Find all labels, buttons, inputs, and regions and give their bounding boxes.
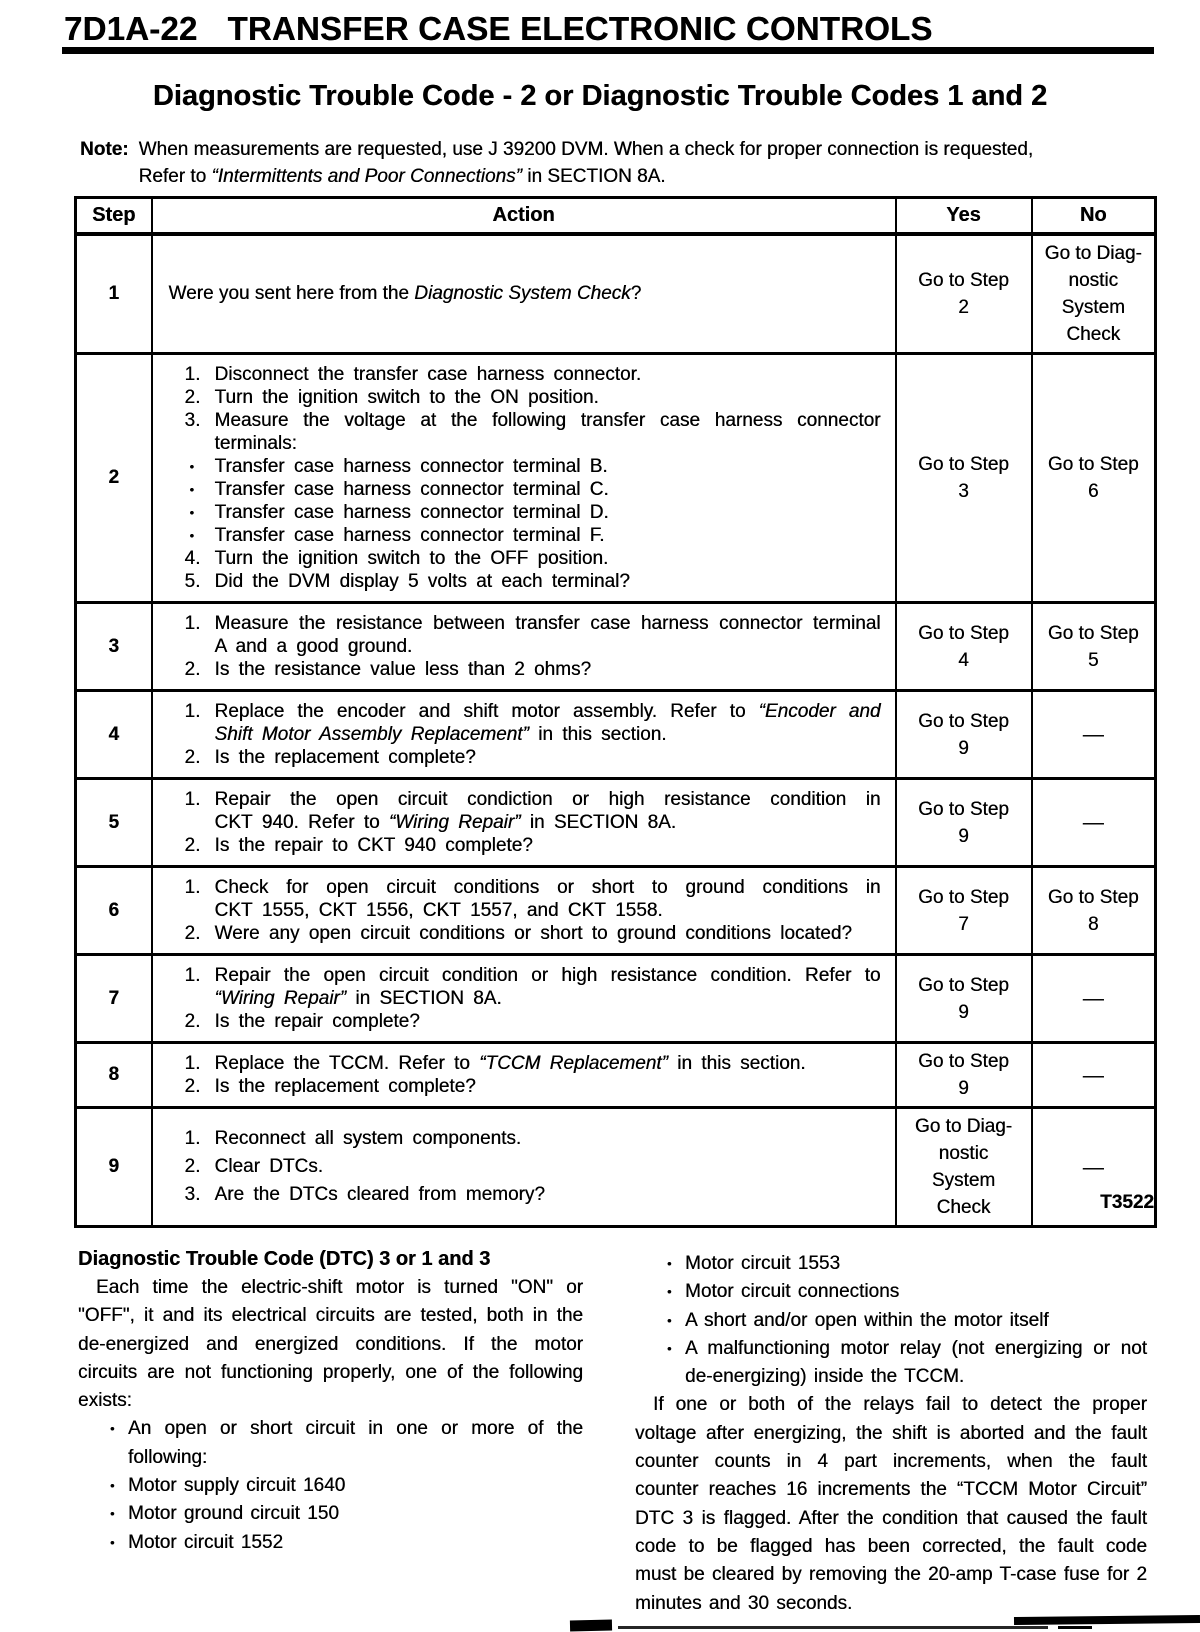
- action-item: [165, 478, 881, 501]
- table-row: [76, 779, 1156, 867]
- yes-cell: Go to Step 4: [896, 603, 1032, 691]
- table-row: [76, 603, 1156, 691]
- action-cell: [152, 691, 896, 779]
- action-cell: [152, 603, 896, 691]
- bullet-text: An open or short circuit in one or more of the following:: [128, 1418, 583, 1468]
- no-cell: Go to Step 8: [1032, 867, 1156, 955]
- bullet-icon: •: [110, 1534, 115, 1550]
- action-text: Transfer case harness connector terminal D.: [214, 502, 609, 523]
- action-cell: [152, 234, 896, 354]
- action-cell: [152, 1043, 896, 1108]
- step-cell: 2: [76, 354, 152, 603]
- italic-reference: “TCCM Replacement”: [479, 1053, 668, 1074]
- bottom-left-column: [78, 1248, 583, 1557]
- action-text: Is the resistance value less than 2 ohms?: [214, 659, 592, 680]
- action-item: [165, 547, 881, 570]
- no-cell: —: [1032, 955, 1156, 1043]
- item-number: 1.: [184, 1128, 201, 1149]
- page-header-title: TRANSFER CASE ELECTRONIC CONTROLS: [227, 10, 933, 47]
- page-number-code: 7D1A-22: [64, 10, 198, 47]
- scan-artifact: [570, 1620, 612, 1632]
- table-row: [76, 691, 1156, 779]
- item-number: 2.: [184, 835, 201, 856]
- action-text: Are the DTCs cleared from memory?: [214, 1184, 545, 1205]
- dtc3-bullet-list: [78, 1415, 583, 1556]
- action-text: Is the repair to CKT 940 complete?: [214, 835, 533, 856]
- action-item: [165, 1075, 881, 1098]
- bullet-icon: •: [189, 528, 195, 543]
- bullet-icon: •: [667, 1312, 672, 1328]
- no-cell: Go to Step 5: [1032, 603, 1156, 691]
- yes-cell: Go to Step 3: [896, 354, 1032, 603]
- item-number: 1.: [184, 613, 201, 634]
- table-row: [76, 955, 1156, 1043]
- bullet-icon: •: [110, 1421, 115, 1437]
- italic-reference: “Intermittents and Poor Connections”: [211, 166, 522, 187]
- item-number: 2.: [184, 923, 201, 944]
- item-number: 2.: [184, 747, 201, 768]
- action-item: [165, 363, 881, 386]
- no-cell: Go to Step 6: [1032, 354, 1156, 603]
- action-item: [165, 1010, 881, 1033]
- bullet-item: [635, 1250, 1147, 1278]
- dtc3-bullet-list-continued: [635, 1250, 1147, 1391]
- bullet-item: [78, 1472, 583, 1500]
- action-text: Check for open circuit conditions or short to ground conditions in CKT 1555, CKT 1556, CKT 1557, and CKT 1558.: [214, 877, 881, 921]
- note-line: Refer to “Intermittents and Poor Connections” in SECTION 8A.: [138, 166, 666, 187]
- action-text: Turn the ignition switch to the ON position.: [214, 387, 599, 408]
- item-number: 2.: [184, 387, 201, 408]
- item-number: 1.: [184, 1053, 201, 1074]
- table-row: [76, 1043, 1156, 1108]
- action-item: [165, 570, 881, 593]
- yes-cell: Go to Step 7: [896, 867, 1032, 955]
- action-item: [165, 1052, 881, 1075]
- action-text: Reconnect all system components.: [214, 1128, 522, 1149]
- bullet-icon: •: [110, 1506, 115, 1522]
- bottom-right-column: [635, 1250, 1147, 1618]
- item-number: 1.: [184, 877, 201, 898]
- item-number: 2.: [184, 1076, 201, 1097]
- italic-reference: “Wiring Repair”: [214, 988, 347, 1009]
- item-number: 1.: [184, 364, 201, 385]
- item-number: 2.: [184, 1156, 201, 1177]
- yes-cell: Go to Diag- nostic System Check: [896, 1108, 1032, 1227]
- action-text: Were any open circuit conditions or short to ground conditions located?: [214, 923, 852, 944]
- no-cell: —: [1032, 1043, 1156, 1108]
- action-text: Is the repair complete?: [214, 1011, 420, 1032]
- item-number: 3.: [184, 1184, 201, 1205]
- note-label: Note:: [80, 139, 129, 160]
- table-header-row: [76, 198, 1156, 235]
- diagnostic-table: [74, 196, 1157, 1228]
- bullet-text: Motor circuit 1552: [128, 1531, 284, 1553]
- bullet-icon: •: [110, 1478, 115, 1494]
- step-cell: 8: [76, 1043, 152, 1108]
- no-cell: —: [1032, 1108, 1156, 1227]
- bullet-text: Motor ground circuit 150: [128, 1503, 339, 1525]
- table-row: [76, 354, 1156, 603]
- bullet-item: [635, 1307, 1147, 1335]
- action-cell: [152, 955, 896, 1043]
- yes-cell: Go to Step 9: [896, 955, 1032, 1043]
- action-item: [165, 922, 881, 945]
- step-cell: 7: [76, 955, 152, 1043]
- dtc3-heading: Diagnostic Trouble Code (DTC) 3 or 1 and 3: [78, 1248, 491, 1270]
- step-cell: 5: [76, 779, 152, 867]
- bullet-text: A short and/or open within the motor itself: [685, 1309, 1049, 1331]
- action-item: [165, 501, 881, 524]
- step-cell: 1: [76, 234, 152, 354]
- item-number: 5.: [184, 571, 201, 592]
- page-header: [64, 10, 933, 48]
- action-text: Repair the open circuit condition or high resistance condition. Refer to “Wiring Repair” in SECTION 8A.: [214, 965, 881, 1009]
- scan-artifact: [618, 1626, 1048, 1629]
- action-text: Measure the resistance between transfer case harness connector terminal A and a good ground.: [214, 613, 881, 657]
- section-title: Diagnostic Trouble Code - 2 or Diagnostic Trouble Codes 1 and 2: [152, 80, 1048, 112]
- action-item: [165, 788, 881, 834]
- italic-reference: “Encoder and Shift Motor Assembly Replacement”: [214, 701, 881, 745]
- action-cell: [152, 354, 896, 603]
- action-text: Replace the TCCM. Refer to “TCCM Replacement” in this section.: [214, 1053, 806, 1074]
- figure-label: T3522: [1100, 1192, 1154, 1213]
- action-item: [165, 964, 881, 1010]
- step-cell: 3: [76, 603, 152, 691]
- no-cell: —: [1032, 779, 1156, 867]
- no-cell: —: [1032, 691, 1156, 779]
- scan-artifact: [1058, 1626, 1092, 1629]
- action-item: [165, 455, 881, 478]
- item-number: 2.: [184, 659, 201, 680]
- action-cell: [152, 867, 896, 955]
- table-row: [76, 234, 1156, 354]
- action-text: Replace the encoder and shift motor assembly. Refer to “Encoder and Shift Motor Assembly Replacement” in this section.: [214, 701, 881, 745]
- action-text: Is the replacement complete?: [214, 1076, 476, 1097]
- yes-cell: Go to Step 9: [896, 691, 1032, 779]
- action-item: [165, 700, 881, 746]
- table-row: [76, 867, 1156, 955]
- bullet-icon: •: [189, 482, 195, 497]
- bullet-icon: •: [667, 1340, 672, 1356]
- table-header-step: Step: [76, 198, 152, 235]
- action-text: Transfer case harness connector terminal F.: [214, 525, 605, 546]
- item-number: 1.: [184, 965, 201, 986]
- action-item: [165, 1153, 881, 1181]
- action-item: [165, 1125, 881, 1153]
- scan-artifact: [1014, 1615, 1200, 1625]
- bullet-icon: •: [667, 1256, 672, 1271]
- table-header-yes: Yes: [896, 198, 1032, 235]
- item-number: 2.: [184, 1011, 201, 1032]
- table-header-no: No: [1032, 198, 1156, 235]
- bullet-icon: •: [667, 1284, 672, 1300]
- bullet-icon: •: [189, 459, 195, 474]
- note: [80, 136, 1158, 190]
- action-item: [165, 386, 881, 409]
- action-text: Transfer case harness connector terminal C.: [214, 479, 609, 500]
- action-item: [165, 834, 881, 857]
- action-item: [165, 746, 881, 769]
- no-cell: Go to Diag- nostic System Check: [1032, 234, 1156, 354]
- item-number: 4.: [184, 548, 201, 569]
- yes-cell: Go to Step 9: [896, 1043, 1032, 1108]
- bullet-text: Motor circuit connections: [685, 1281, 900, 1303]
- action-item: [165, 876, 881, 922]
- note-text: [139, 136, 1034, 190]
- relay-paragraph: If one or both of the relays fail to detect the proper voltage after energizing, the shift is aborted and the fault counter counts in 4 part increments, when the fault counter reaches 16 increments the “TCCM Motor Circuit” DTC 3 is flagged. After the condition that caused the fault code to be flagged has been corrected, the fault code must be cleared by removing the 20-amp T-case fuse for 2 minutes and 30 seconds.: [635, 1394, 1147, 1614]
- action-text: Transfer case harness connector terminal B.: [214, 456, 608, 477]
- bullet-icon: •: [189, 505, 195, 520]
- bullet-item: [78, 1529, 583, 1557]
- step-cell: 6: [76, 867, 152, 955]
- header-rule: [62, 47, 1154, 54]
- bullet-item: [78, 1500, 583, 1528]
- action-text: Disconnect the transfer case harness connector.: [214, 364, 642, 385]
- bullet-text: Motor supply circuit 1640: [128, 1475, 346, 1497]
- table-header-action: Action: [152, 198, 896, 235]
- action-text: Did the DVM display 5 volts at each terminal?: [214, 571, 630, 592]
- action-item: [165, 658, 881, 681]
- bullet-text: Motor circuit 1553: [685, 1253, 841, 1274]
- italic-reference: “Wiring Repair”: [388, 812, 521, 833]
- step-cell: 4: [76, 691, 152, 779]
- item-number: 1.: [184, 789, 201, 810]
- action-text: Were you sent here from the Diagnostic System Check?: [168, 283, 642, 304]
- action-text: Turn the ignition switch to the OFF position.: [214, 548, 609, 569]
- action-cell: [152, 779, 896, 867]
- action-text: Is the replacement complete?: [214, 747, 476, 768]
- note-line: When measurements are requested, use J 39200 DVM. When a check for proper connection is requested,: [138, 139, 1034, 160]
- action-text: Measure the voltage at the following transfer case harness connector terminals:: [214, 410, 881, 454]
- yes-cell: Go to Step 9: [896, 779, 1032, 867]
- action-item: [165, 612, 881, 658]
- yes-cell: Go to Step 2: [896, 234, 1032, 354]
- bullet-text: A malfunctioning motor relay (not energizing or not de-energizing) inside the TCCM.: [685, 1337, 1147, 1388]
- dtc3-paragraph: Each time the electric-shift motor is turned "ON" or "OFF", it and its electrical circuits are tested, both in the de-energized and energized conditions. If the motor circuits are not functioning properly, one of the following exists:: [78, 1277, 583, 1412]
- action-item: [165, 409, 881, 455]
- italic-reference: Diagnostic System Check: [414, 283, 631, 304]
- bullet-item: [78, 1415, 583, 1472]
- action-item: [165, 524, 881, 547]
- item-number: 1.: [184, 701, 201, 722]
- action-text: Clear DTCs.: [214, 1156, 324, 1177]
- bullet-item: [635, 1335, 1147, 1392]
- bullet-item: [635, 1278, 1147, 1306]
- step-cell: 9: [76, 1108, 152, 1227]
- action-text: Repair the open circuit condiction or high resistance condition in CKT 940. Refer to “Wiring Repair” in SECTION 8A.: [214, 789, 881, 833]
- item-number: 3.: [184, 410, 201, 431]
